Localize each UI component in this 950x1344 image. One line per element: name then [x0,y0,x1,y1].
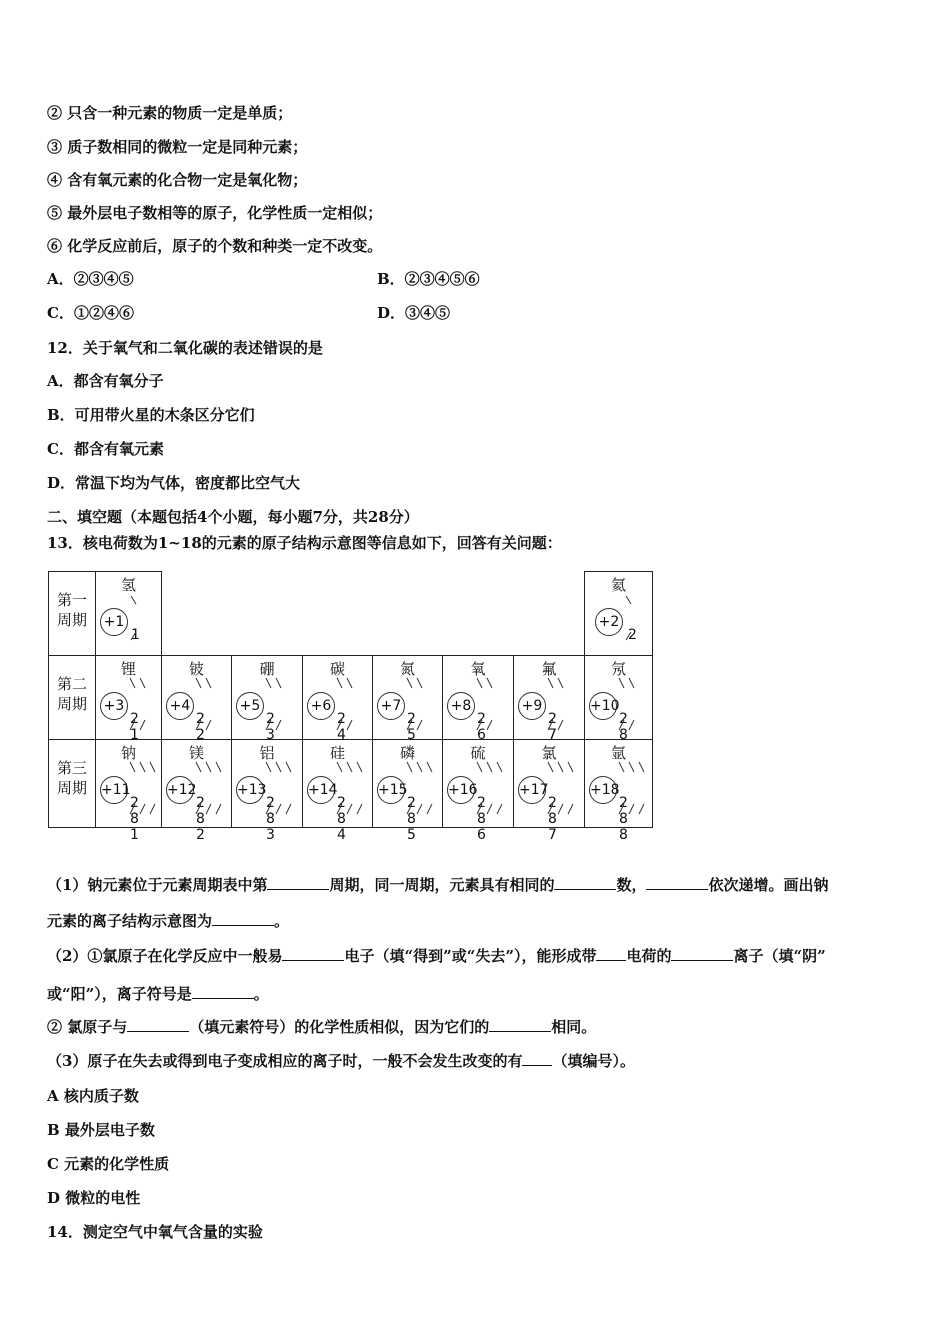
nucleus: +5 [236,692,264,720]
q13-part2-line3 [47,1017,596,1037]
atom-diagram [307,692,345,743]
q11-option-b: B．②③④⑤⑥ [377,270,480,288]
element-name: 镁 [188,744,204,762]
element-name: 钠 [120,744,136,762]
element-name: 铝 [259,744,275,762]
answer-blank[interactable] [671,946,733,961]
element-cell [585,656,653,743]
atom-diagram [100,776,138,843]
period-label-3 [49,740,96,828]
statement-6: ⑥ 化学反应前后，原子的个数和种类一定不改变。 [47,237,383,255]
atom-diagram [236,692,274,743]
element-cell [162,656,232,743]
element-name: 硼 [259,660,275,678]
q13-part1-line1 [47,875,829,895]
nucleus: +17 [518,776,546,804]
electron-config: 2 8 2 [196,795,204,843]
element-cell [96,740,162,843]
atom-diagram [518,776,556,843]
answer-blank[interactable] [522,1051,552,1066]
nucleus: +18 [589,776,617,804]
element-cell-H [96,572,162,656]
element-cell [514,740,585,843]
q13-part3-stem [47,1051,635,1071]
q12-option-d: D．常温下均为气体，密度都比空气大 [47,474,301,492]
answer-blank[interactable] [489,1017,551,1032]
q13-p3-option-c: C 元素的化学性质 [47,1155,170,1173]
element-cell [514,656,585,743]
nucleus: +14 [307,776,335,804]
atom-diagram [236,776,274,843]
element-name: 硫 [470,744,486,762]
element-cell [303,740,373,843]
element-cell [162,740,232,843]
nucleus: +13 [236,776,264,804]
electron-config: 2 8 5 [407,795,415,843]
q12-option-a: A．都含有氧分子 [47,372,164,390]
q13-part1-line2 [47,911,289,931]
element-name: 硅 [329,744,345,762]
period-label-1 [49,572,96,656]
nucleus: +10 [589,692,617,720]
element-cell [585,740,653,843]
electron-config: 2 8 7 [548,795,556,843]
nucleus: +8 [447,692,475,720]
q13-p2-text-g: ② 氯原子与 [47,1018,128,1036]
element-name: 碳 [329,660,345,678]
element-name: 铍 [188,660,204,678]
q13-part2-line1 [47,946,826,966]
q13-p1-text-d: 依次递增。画出钠 [708,876,829,894]
answer-blank[interactable] [192,984,254,999]
q13-p2-text-b: 电子（填“得到”或“失去”），能形成带 [344,947,597,965]
element-cell [443,656,514,743]
element-cell [303,656,373,743]
atom-diagram [377,692,415,743]
statement-4: ④ 含有氧元素的化合物一定是氧化物； [47,171,308,189]
q13-stem: 13．核电荷数为1~18的元素的原子结构示意图等信息如下，回答有关问题： [47,534,562,552]
element-name: 氢 [120,576,136,594]
q13-p3-text-a: （3）原子在失去或得到电子变成相应的离子时，一般不会发生改变的有 [47,1052,523,1070]
element-name: 磷 [399,744,415,762]
q12-option-b: B．可用带火星的木条区分它们 [47,406,255,424]
answer-blank[interactable] [127,1017,189,1032]
q13-p1-text-a: （1）钠元素位于元素周期表中第 [47,876,268,894]
atom-diagram [589,692,627,743]
q13-p2-text-a: （2）①氯原子在化学反应中一般易 [47,947,283,965]
q13-p1-text-b: 周期，同一周期，元素具有相同的 [329,876,555,894]
q13-p2-text-d: 离子（填“阴” [733,947,826,965]
atom-diagram [447,776,485,843]
nucleus: +7 [377,692,405,720]
element-cell [443,740,514,843]
period-label-3-text: 第三 周期 [56,759,87,797]
nucleus: +16 [447,776,475,804]
element-name: 氖 [610,660,626,678]
q13-p3-text-b: （填编号）。 [552,1052,635,1070]
nucleus: +9 [518,692,546,720]
element-cell [232,740,303,843]
atom-diagram [377,776,415,843]
q14-stem: 14．测定空气中氧气含量的实验 [47,1223,263,1241]
nucleus: +11 [100,776,128,804]
q13-p1-text-c: 数， [616,876,647,894]
q13-part2-line2 [47,984,269,1004]
atom-diagram [595,608,637,643]
q12-option-c: C．都含有氧元素 [47,440,164,458]
nucleus: +2 [595,608,623,636]
q11-option-d: D．③④⑤ [377,304,451,322]
periodic-table [48,571,653,843]
electron-config: 2 4 [337,711,345,743]
element-name: 氦 [610,576,626,594]
nucleus: +6 [307,692,335,720]
nucleus: +12 [166,776,194,804]
period-label-1-text: 第一 周期 [56,591,87,629]
electron-config: 2 8 6 [477,795,485,843]
atom-diagram [518,692,556,743]
electron-config: 2 2 [196,711,204,743]
electron-config: 2 [628,627,637,643]
electron-config: 2 8 3 [266,795,274,843]
answer-blank[interactable] [267,875,329,890]
q13-p3-option-b: B 最外层电子数 [47,1121,155,1139]
section-2-heading: 二、填空题（本题包括4个小题，每小题7分，共28分） [47,508,419,526]
nucleus: +3 [100,692,128,720]
element-cell [96,656,162,743]
q13-p3-option-a: A 核内质子数 [47,1087,139,1105]
atom-diagram [100,692,138,743]
atom-diagram [589,776,627,843]
q13-p1-text-f: 。 [274,912,290,930]
electron-config: 2 8 [619,711,627,743]
period-label-2 [49,656,96,740]
statement-3: ③ 质子数相同的微粒一定是同种元素； [47,138,308,156]
q13-p1-text-e: 元素的离子结构示意图为 [47,912,213,930]
element-cell-He [585,572,653,656]
atom-diagram [166,692,204,743]
nucleus: +15 [377,776,405,804]
q13-p2-text-e: 或“阳”），离子符号是 [47,985,192,1003]
q13-p2-text-f: 。 [253,985,269,1003]
electron-config: 2 1 [130,711,138,743]
statement-2: ② 只含一种元素的物质一定是单质； [47,104,293,122]
answer-blank[interactable] [596,946,626,961]
period-label-2-text: 第二 周期 [56,675,87,713]
q13-p2-text-c: 电荷的 [626,947,672,965]
nucleus: +1 [100,608,128,636]
q11-option-a: A．②③④⑤ [47,270,134,288]
electron-config: 1 [131,627,140,643]
electron-config: 2 5 [407,711,415,743]
atom-diagram [166,776,204,843]
atom-diagram [100,608,140,643]
element-name: 氧 [470,660,486,678]
electron-config: 2 6 [477,711,485,743]
element-name: 锂 [120,660,136,678]
q12-stem: 12．关于氧气和二氧化碳的表述错误的是 [47,339,323,357]
element-cell [373,656,443,743]
shell-arcs-icon [615,760,675,820]
electron-config: 2 3 [266,711,274,743]
q11-option-c: C．①②④⑥ [47,304,134,322]
element-name: 氯 [541,744,557,762]
shell-arcs-icon [621,594,671,650]
element-cell [232,656,303,743]
empty-gap [162,572,585,656]
element-name: 氩 [610,744,626,762]
answer-blank[interactable] [212,911,274,926]
answer-blank[interactable] [646,875,708,890]
atom-diagram [447,692,485,743]
q13-p2-text-i: 相同。 [551,1018,597,1036]
atom-diagram [307,776,345,843]
electron-config: 2 7 [548,711,556,743]
shell-arcs-icon [615,676,675,736]
answer-blank[interactable] [282,946,344,961]
element-name: 氟 [541,660,557,678]
element-name: 氮 [399,660,415,678]
electron-config: 2 8 8 [619,795,627,843]
electron-config: 2 8 4 [337,795,345,843]
q13-p3-option-d: D 微粒的电性 [47,1189,141,1207]
answer-blank[interactable] [554,875,616,890]
element-cell [373,740,443,843]
statement-5: ⑤ 最外层电子数相等的原子，化学性质一定相似； [47,204,383,222]
nucleus: +4 [166,692,194,720]
electron-config: 2 8 1 [130,795,138,843]
q13-p2-text-h: （填元素符号）的化学性质相似，因为它们的 [189,1018,490,1036]
